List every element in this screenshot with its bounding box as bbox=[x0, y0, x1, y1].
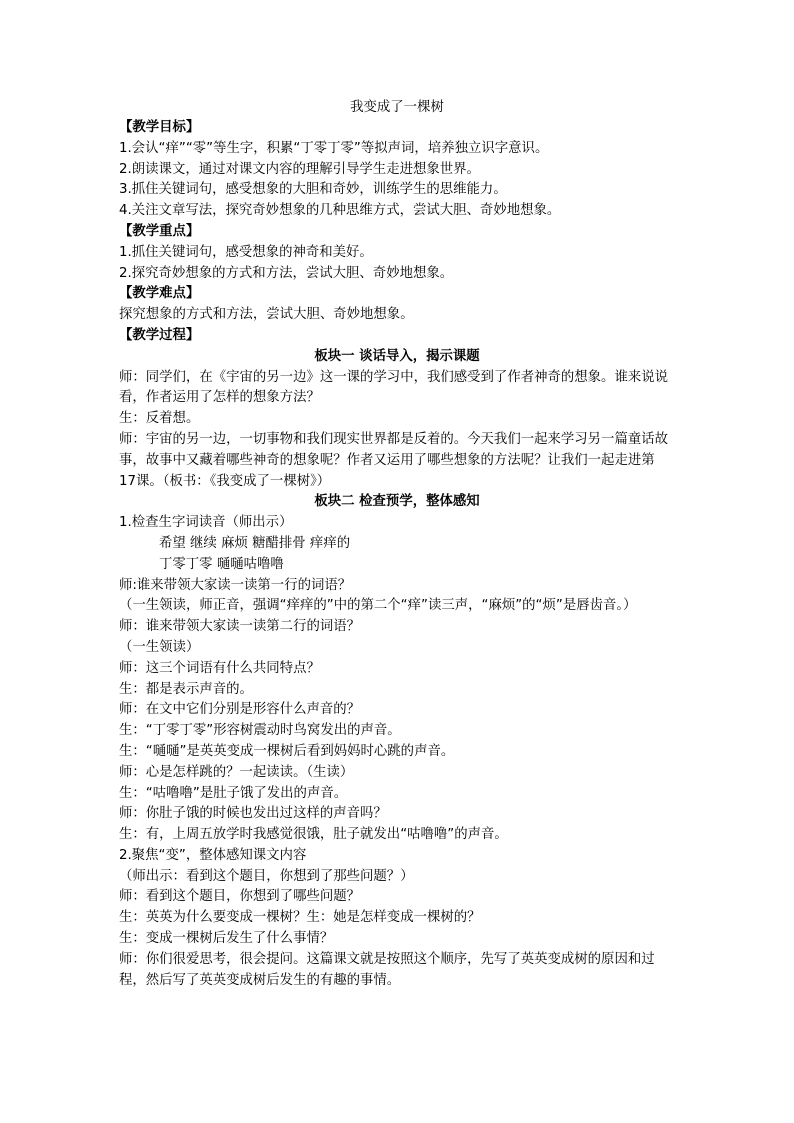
block-two-heading: 板块二 检查预学，整体感知 bbox=[314, 494, 480, 510]
dialogue-line: 生：变成一棵树后发生了什么事情？ bbox=[119, 931, 334, 947]
dialogue-paragraph: 师：你们很爱思考，很会提问。这篇课文就是按照这个顺序，先写了英英变成树的原因和过程，然后写了英英变成树后发生的有趣的事情。 bbox=[119, 951, 655, 988]
objective-4: 4.关注文章写法，探究奇妙想象的几种思维方式，尝试大胆、奇妙地想象。 bbox=[119, 203, 561, 219]
dialogue-line: 师：心是怎样跳的？一起读读。（生读） bbox=[119, 764, 354, 780]
document-body bbox=[119, 97, 675, 991]
block-one-heading: 板块一 谈话导入，揭示课题 bbox=[314, 348, 480, 364]
dialogue-line: 生：有，上周五放学时我感觉很饿，肚子就发出“咕噜噜”的声音。 bbox=[119, 827, 508, 843]
note-line: （一生领读） bbox=[119, 639, 200, 655]
dialogue-line: 师：这三个词语有什么共同特点？ bbox=[119, 660, 320, 676]
dialogue-line: 生：“丁零丁零”形容树震动时鸟窝发出的声音。 bbox=[119, 723, 401, 739]
objective-1: 1.会认“痒”“零”等生字，积累“丁零丁零”等拟声词，培养独立识字意识。 bbox=[119, 140, 549, 156]
step-heading: 1.检查生字词读音（师出示） bbox=[119, 515, 293, 531]
dialogue-paragraph: 师：宇宙的另一边，一切事物和我们现实世界都是反着的。今天我们一起来学习另一篇童话故事，故事中又藏着哪些神奇的想象呢？作者又运用了哪些想象的方法呢？让我们一起走进第 17课。（板书：《我变成了一棵树》） bbox=[119, 431, 669, 489]
page-title: 我变成了一棵树 bbox=[350, 100, 444, 115]
difficulty-1: 探究想象的方式和方法，尝试大胆、奇妙地想象。 bbox=[119, 307, 414, 323]
section-heading-key-points: 【教学重点】 bbox=[119, 223, 200, 239]
word-row-2: 丁零丁零 嗵嗵咕噜噜 bbox=[159, 556, 284, 572]
section-heading-difficulties: 【教学难点】 bbox=[119, 286, 200, 302]
key-point-1: 1.抓住关键词句，感受想象的神奇和美好。 bbox=[119, 244, 373, 260]
note-line: （师出示：看到这个题目，你想到了那些问题？） bbox=[119, 868, 414, 884]
key-point-2: 2.探究奇妙想象的方式和方法，尝试大胆、奇妙地想象。 bbox=[119, 265, 454, 281]
dialogue-line: 生：都是表示声音的。 bbox=[119, 681, 253, 697]
dialogue-line: 师：在文中它们分别是形容什么声音的？ bbox=[119, 702, 361, 718]
step-heading: 2.聚焦“变”，整体感知课文内容 bbox=[119, 847, 307, 863]
dialogue-line: 师:谁来带领大家读一读第一行的词语？ bbox=[119, 577, 352, 593]
section-heading-process: 【教学过程】 bbox=[119, 327, 200, 343]
dialogue-line: 师：你肚子饿的时候也发出过这样的声音吗？ bbox=[119, 806, 387, 822]
section-heading-objectives: 【教学目标】 bbox=[119, 120, 200, 135]
objective-2: 2.朗读课文，通过对课文内容的理解引导学生走进想象世界。 bbox=[119, 161, 480, 177]
dialogue-line: 生：反着想。 bbox=[119, 411, 200, 427]
dialogue-paragraph: 师：同学们，在《宇宙的另一边》这一课的学习中，我们感受到了作者神奇的想象。谁来说说看，作者运用了怎样的想象方法？ bbox=[119, 369, 669, 406]
note-paragraph: （一生领读，师正音，强调“痒痒的”中的第二个“痒”读三声，“麻烦”的“烦”是唇齿音。） bbox=[119, 598, 637, 614]
word-row-1: 希望 继续 麻烦 糖醋排骨 痒痒的 bbox=[159, 535, 351, 551]
dialogue-line: 生：英英为什么要变成一棵树？生：她是怎样变成一棵树的？ bbox=[119, 910, 481, 926]
dialogue-line: 生：“咕噜噜”是肚子饿了发出的声音。 bbox=[119, 785, 348, 801]
objective-3: 3.抓住关键词句，感受想象的大胆和奇妙，训练学生的思维能力。 bbox=[119, 182, 507, 198]
dialogue-line: 师：看到这个题目，你想到了哪些问题？ bbox=[119, 889, 361, 905]
dialogue-line: 师：谁来带领大家读一读第二行的词语？ bbox=[119, 619, 361, 635]
dialogue-line: 生：“嗵嗵”是英英变成一棵树后看到妈妈时心跳的声音。 bbox=[119, 743, 455, 759]
